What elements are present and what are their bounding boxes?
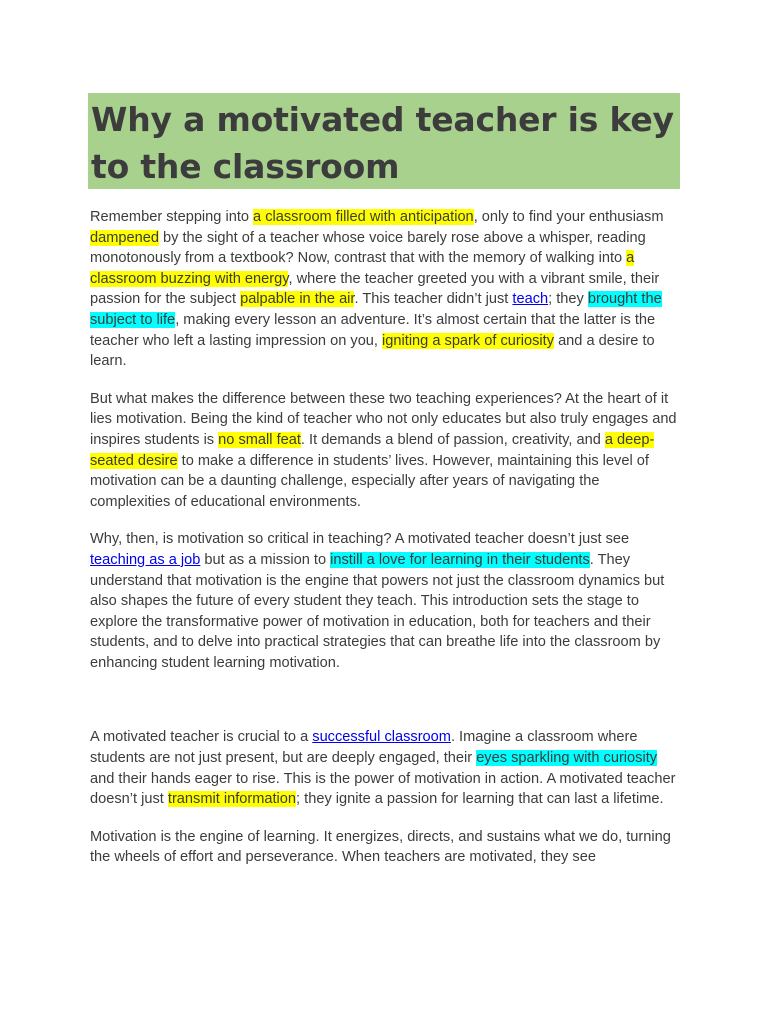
highlight-cyan: brought the subject to life: [90, 291, 662, 328]
text-run: and their hands eager to rise. This is the power of motivation in action. A motivated teacher doesn’t just: [90, 770, 676, 808]
paragraph-engine: [90, 827, 682, 868]
highlight-cyan: instill a love for learning in their students: [330, 551, 590, 568]
paragraph-why: [90, 529, 682, 673]
text-run: Why, then, is motivation so critical in teaching? A motivated teacher doesn’t just see: [90, 531, 630, 548]
highlight-yellow: a classroom filled with anticipation: [253, 209, 474, 225]
highlight-cyan: eyes sparkling with curiosity: [476, 750, 658, 767]
paragraph-difference: [90, 389, 682, 513]
text-run: to make a difference in students’ lives. However, maintaining this level of motivation can be a daunting challenge, especially after years of navigating the complexities of educational environments.: [90, 452, 649, 510]
highlight-yellow: dampened: [90, 229, 159, 246]
text-run: Motivation is the engine of learning. It energizes, directs, and sustains what we do, turning the wheels of effort and perseverance. When teachers are motivated, they see: [90, 828, 671, 866]
paragraph-intro: [90, 207, 682, 372]
page-title: Why a motivated teacher is key to the classroom: [91, 100, 674, 186]
text-run: ; they: [548, 291, 588, 308]
link-successful-classroom[interactable]: successful classroom: [312, 729, 451, 746]
text-run: . Imagine a classroom where students are not just present, but are deeply engaged, their: [90, 729, 638, 767]
text-run: But what makes the difference between these two teaching experiences? At the heart of it lies motivation. Being the kind of teacher who not only educates but also truly engages and inspires students is: [90, 390, 677, 448]
paragraph-crucial: [90, 727, 682, 809]
highlight-yellow: palpable in the air: [240, 291, 355, 308]
text-run: but as a mission to: [200, 551, 331, 568]
link-teaching-as-a-job[interactable]: teaching as a job: [90, 551, 201, 568]
text-run: Remember stepping into: [90, 209, 254, 225]
highlight-yellow: transmit information: [167, 791, 297, 808]
text-run: and a desire to learn.: [90, 332, 655, 370]
text-run: . They understand that motivation is the engine that powers not just the classroom dynamics but also shapes the future of every student they teach. This introduction sets the stage to explore the transformative power of motivation in education, both for teachers and their students, and to delve into practical strategies that can breathe life into the classroom by enhancing student learning motivation.: [90, 551, 665, 671]
article-body: [90, 207, 682, 885]
highlight-yellow: igniting a spark of curiosity: [382, 332, 555, 349]
text-run: , only to find your enthusiasm: [473, 209, 664, 225]
text-run: , where the teacher greeted you with a vibrant smile, their passion for the subject: [90, 270, 660, 308]
text-run: . It demands a blend of passion, creativity, and: [300, 431, 605, 448]
text-run: , making every lesson an adventure. It’s almost certain that the latter is the teacher who left a lasting impression on you,: [90, 311, 656, 349]
text-run: A motivated teacher is crucial to a: [90, 729, 313, 746]
highlight-yellow: a classroom buzzing with energy: [90, 250, 635, 287]
link-teach[interactable]: teach: [512, 291, 549, 308]
text-run: ; they ignite a passion for learning that can last a lifetime.: [296, 791, 664, 808]
highlight-yellow: a deep-seated desire: [90, 431, 655, 469]
highlight-yellow: no small feat: [218, 431, 301, 448]
text-run: . This teacher didn’t just: [354, 291, 513, 308]
title-banner: [88, 93, 680, 189]
text-run: by the sight of a teacher whose voice barely rose above a whisper, reading monotonously from a textbook? Now, contrast that with the memory of walking into: [90, 229, 646, 267]
